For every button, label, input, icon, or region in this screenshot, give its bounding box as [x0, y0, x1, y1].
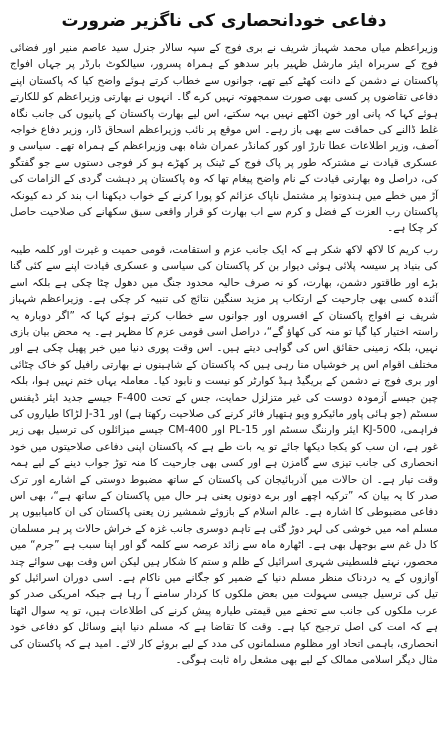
paragraph-1: وزیراعظم میاں محمد شہباز شریف نے بری فوج کے سپہ سالار جنرل سید عاصم منیر اور فضائی فوج کے سربراہ ایئر مارشل ظہیر بابر سدھو کے ہمراہ پسرور، سیالکوٹ بارڈر پر جہاں افواج پاکستان نے دشمن کے دانت کھٹے کیے تھے، جوانوں سے خطاب کرتے ہوئے واضح کیا کہ پاکستان اپنے دفاعی تقاضوں پر کسی بھی صورت سمجھوتہ نہیں کرے گا۔ انہوں نے بھارتی وزیراعظم کو للکارتے ہوئے کہا کہ پانی اور خون اکٹھے نہیں بہہ سکتے، اس لیے بھارت پاکستان کے پانیوں کی جانب نگاہ غلط ڈالنے کی حماقت سے بھی باز رہے۔ اس موقع پر نائب وزیراعظم اسحاق ڈار، وزیر دفاع خواجہ آصف، وزیر اطلاعات عطا تارڑ اور کور کمانڈر عمران شاہ بھی وزیراعظم کے ہمراہ تھے۔ سیاسی و عسکری قیادت نے مشترکہ طور پر پاک فوج کے ٹینک پر کھڑے ہو کر فوجی دستوں سے جو گفتگو کی، دراصل وہ بھارتی قیادت کے نام واضح پیغام تھا کہ وہ پاکستان پر دہشت گردی کے الزامات کی آڑ میں خطے میں ہندوتوا پر مشتمل ناپاک عزائم کو پورا کرنے کے خواب دیکھنا اب بند کر دے کیونکہ پاکستان رب العزت کے فضل و کرم سے اب بھارت کو قرار واقعی سبق سکھانے کی صلاحیت حاصل کر چکا ہے۔	[10, 42, 438, 235]
editorial-headline: دفاعی خودانحصاری کی ناگزیر ضرورت	[61, 11, 387, 31]
editorial-body	[10, 40, 438, 668]
paragraph-2: رب کریم کا لاکھ لاکھ شکر ہے کہ ایک جانب عزم و استقامت، قومی حمیت و غیرت اور کلمہ طیبہ کی بنیاد پر سیسہ پلائی ہوئی دیوار بن کر پاکستان کی سیاسی و عسکری قیادت اپنے سے کئی گنا بڑے اور طاقتور دشمن، بھارت، کو نہ صرف حالیہ محدود جنگ میں دھول چٹا چکی ہے بلکہ اسے آئندہ کسی بھی جارحیت کے ارتکاب پر مزید سنگین نتائج کی تنبیہ کر چکی ہے۔ وزیراعظم شہباز شریف نے افواج پاکستان کے افسروں اور جوانوں سے خطاب کرتے ہوئے کہا کہ ”اگر دوبارہ یہ راستہ اختیار کیا گیا تو منہ کی کھاؤ گے“، دراصل اسی قومی عزم کا مظہر ہے۔ یہ محض بیان بازی نہیں، بلکہ زمینی حقائق اس کی گواہی دیتے ہیں۔ اس وقت پوری دنیا میں خبر پھیل چکی ہے اور مختلف اقوام اس پر خوشیاں منا رہی ہیں کہ پاکستان کے شاہینوں نے بھارتی رافیل کو خاک چٹائی اور بری فوج نے دشمن کے بریگیڈ ہیڈ کوارٹر کو نیست و نابود کیا۔ معاملہ یہاں ختم نہیں ہوا، بلکہ چین جیسے آزمودہ دوست کی غیر متزلزل حمایت، جس کے تحت 400-F جیسے جدید ایئر ڈیفنس سسٹم (جو ہائی پاور مائیکرو ویو ہتھیار فائر کرنے کی صلاحیت رکھتا ہے) اور 31-J لڑاکا طیاروں کی فراہمی، 500-KJ ایئر وارننگ سسٹم اور 15-PL اور 400-CM جیسے میزائلوں کی ترسیل بھی زیر غور ہے، ان سب کو یکجا دیکھا جائے تو یہ بات طے ہے کہ پاکستان اپنی دفاعی صلاحیتوں میں خود انحصاری کی جانب تیزی سے گامزن ہے اور کسی بھی جارحیت کا منہ توڑ جواب دینے کے لیے ہمہ وقت تیار ہے۔ ان حالات میں آذربائیجان کی پاکستان کے ساتھ مضبوط دوستی کے اشارے اور ترک صدر کا یہ بیان کہ ”ترکیہ اچھے اور برے دونوں یعنی ہر حال میں پاکستان کے ساتھ ہے“، بھی اس دفاعی مضبوطی کا اشارہ ہے۔ عالم اسلام کے بازوئے شمشیر زن یعنی پاکستان کی ان کامیابیوں پر مسلم امہ میں خوشی کی لہر دوڑ گئی ہے تاہم دوسری جانب غزہ کے خراش حالات پر ہر مسلمان کا دل غم سے بوجھل بھی ہے۔ اٹھارہ ماہ سے زائد عرصہ سے کلمہ گو اور اپنا سبب ہے ”جرم“ میں محصور، نہتے فلسطینی شہری اسرائیل کے ظلم و ستم کا شکار ہیں لیکن اس وقت بھی سوائے چند آوازوں کے یہ دردناک منظر مسلم دنیا کے ضمیر کو جگانے میں ناکام ہے۔ اسی دوران اسرائیل کو تیل کی ترسیل جیسی سہولت میں بعض ملکوں کا کردار سامنے آ رہا ہے جبکہ امریکی صدر کو عرب ملکوں کی جانب سے تحفے میں قیمتی طیارہ پیش کرنے کی اطلاعات ہیں، تو یہ سوال اٹھتا ہے کہ امت کی اصل ترجیح کیا ہے۔ وقت کا تقاضا ہے کہ مسلم دنیا اپنے وسائل کو دفاعی خود انحصاری، باہمی اتحاد اور مظلوم مسلمانوں کی مدد کے لیے بروئے کار لائے۔ امید ہے کہ پاکستان کی مثال دیگر اسلامی ممالک کے لیے بھی مشعل راہ ثابت ہوگی۔	[10, 243, 439, 667]
